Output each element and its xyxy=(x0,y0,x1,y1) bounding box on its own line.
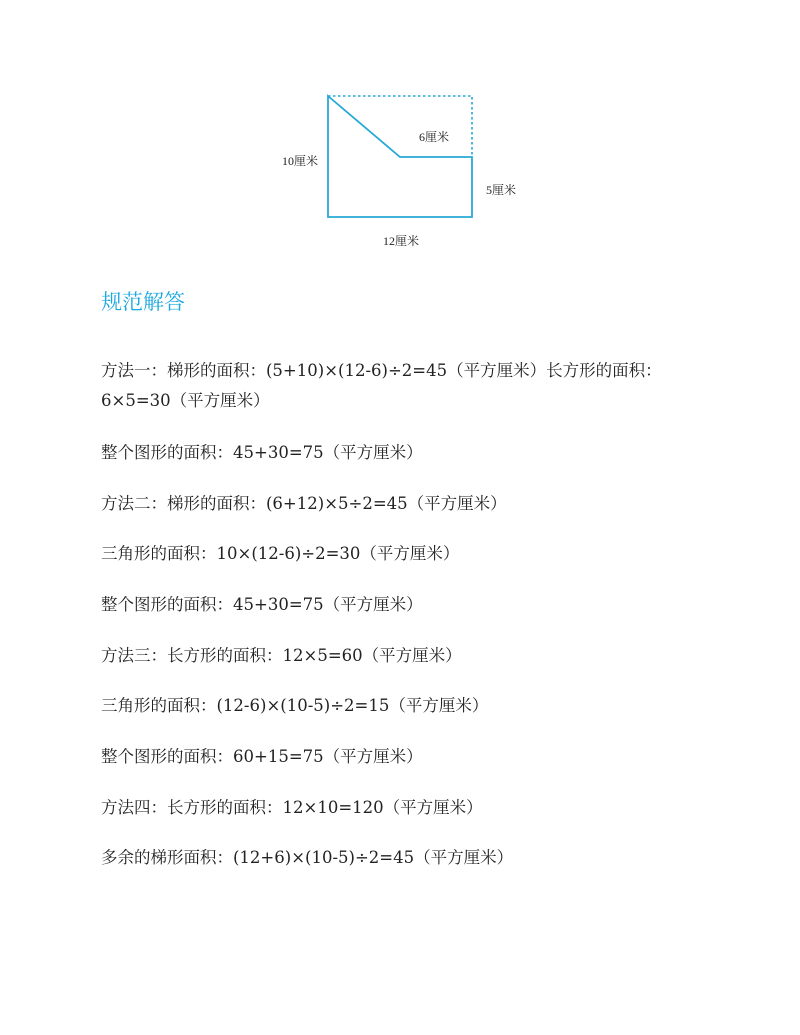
solution-line: 整个图形的面积：45+30=75（平方厘米） xyxy=(101,443,423,462)
section-heading: 规范解答 xyxy=(101,290,185,314)
solution-line: 方法四：长方形的面积：12×10=120（平方厘米） xyxy=(101,798,483,817)
solution-line: 多余的梯形面积：(12+6)×(10-5)÷2=45（平方厘米） xyxy=(101,848,514,867)
solution-line: 整个图形的面积：45+30=75（平方厘米） xyxy=(101,595,423,614)
shape-outline xyxy=(328,96,472,217)
solution-line: 三角形的面积：10×(12-6)÷2=30（平方厘米） xyxy=(101,544,460,563)
right-side-label: 5厘米 xyxy=(486,183,517,197)
inner-top-label: 6厘米 xyxy=(419,130,450,144)
geometry-figure xyxy=(0,0,800,270)
bottom-label: 12厘米 xyxy=(383,234,420,248)
solution-line: 方法三：长方形的面积：12×5=60（平方厘米） xyxy=(101,646,462,665)
dashed-completion-line xyxy=(328,96,472,157)
solution-line: 方法二：梯形的面积：(6+12)×5÷2=45（平方厘米） xyxy=(101,494,507,513)
solution-line: 整个图形的面积：60+15=75（平方厘米） xyxy=(101,747,423,766)
left-side-label: 10厘米 xyxy=(282,154,319,168)
solution-line: 方法一：梯形的面积：(5+10)×(12-6)÷2=45（平方厘米）长方形的面积：6×5=30（平方厘米） xyxy=(101,361,662,410)
solution-line: 三角形的面积：(12-6)×(10-5)÷2=15（平方厘米） xyxy=(101,696,489,715)
